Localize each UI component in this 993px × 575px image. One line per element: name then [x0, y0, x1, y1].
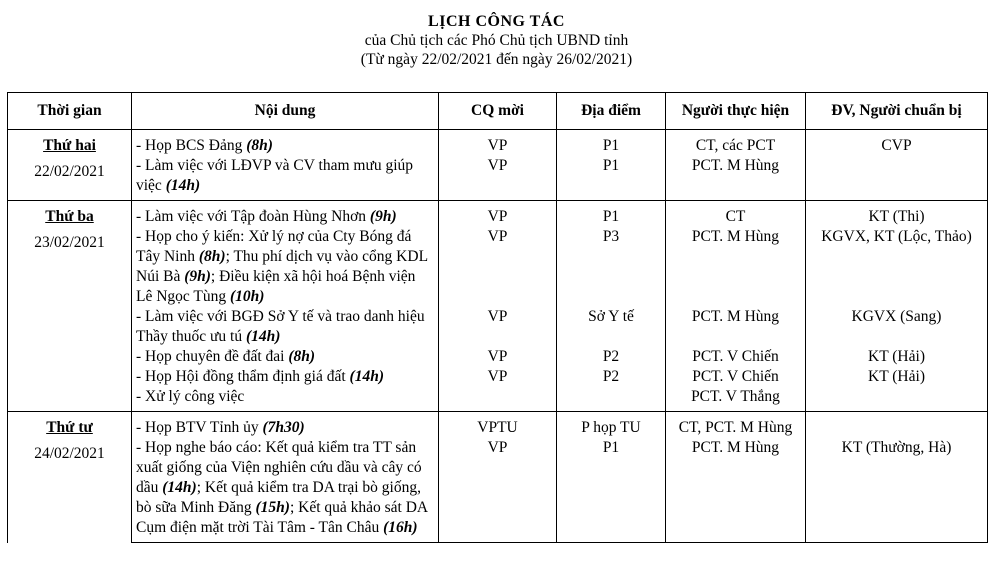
content-cell	[132, 227, 439, 307]
preparer-cell: KT (Hải)	[806, 367, 988, 387]
document-title: LỊCH CÔNG TÁC	[428, 13, 565, 30]
preparer-cell: KT (Hải)	[806, 347, 988, 367]
table-row	[8, 201, 988, 228]
schedule-table	[7, 92, 988, 543]
time-text: (14h)	[349, 368, 384, 385]
content-text: - Làm việc với BGĐ Sở Y tế và trao danh hiệu Thầy thuốc ưu tú	[136, 308, 425, 345]
content-text: - Làm việc với LĐVP và CV tham mưu giúp việc	[136, 157, 414, 194]
table-row	[8, 438, 988, 543]
content-text: ; Thu phí dịch vụ vào cổng KDL Núi Bà	[136, 248, 428, 285]
day-cell	[8, 201, 132, 412]
day-date: 23/02/2021	[34, 234, 105, 251]
inviter-cell: VP	[439, 201, 557, 228]
content-cell	[132, 412, 439, 439]
document-header	[0, 0, 993, 69]
content-text: ; Kết quả kiểm tra DA trại bò giống, bò sữa Minh Đăng	[136, 479, 421, 516]
time-text: (9h)	[369, 208, 397, 225]
preparer-cell	[806, 387, 988, 412]
content-cell	[132, 438, 439, 543]
content-text: - Làm việc với Tập đoàn Hùng Nhơn	[136, 208, 370, 225]
day-cell	[8, 130, 132, 201]
document-subtitle: của Chủ tịch các Phó Chủ tịch UBND tỉnh	[364, 32, 629, 49]
time-text: (14h)	[165, 177, 201, 194]
table-row	[8, 387, 988, 412]
time-text: (14h)	[162, 479, 197, 496]
content-cell	[132, 130, 439, 157]
day-name: Thứ tư	[46, 419, 93, 436]
table-row	[8, 156, 988, 201]
preparer-cell: CVP	[806, 130, 988, 157]
location-cell	[557, 387, 666, 412]
inviter-cell: VP	[439, 347, 557, 367]
preparer-cell: KT (Thi)	[806, 201, 988, 228]
location-cell: P1	[557, 156, 666, 201]
content-text: - Xử lý công việc	[136, 388, 245, 405]
table-row	[8, 412, 988, 439]
performer-cell: CT, PCT. M Hùng	[666, 412, 806, 439]
content-text: - Họp nghe báo cáo: Kết quả kiểm tra TT sản xuất giống của Viện nghiên cứu dầu và cây có dầu	[136, 439, 422, 496]
day-date: 24/02/2021	[34, 445, 105, 462]
content-cell	[132, 347, 439, 367]
performer-cell: CT	[666, 201, 806, 228]
table-row	[8, 307, 988, 347]
location-cell: P1	[557, 201, 666, 228]
location-cell: P3	[557, 227, 666, 307]
performer-cell: PCT. M Hùng	[666, 227, 806, 307]
performer-cell: PCT. M Hùng	[666, 156, 806, 201]
table-header-row	[8, 93, 988, 130]
inviter-cell	[439, 387, 557, 412]
time-text: (14h)	[246, 328, 281, 345]
inviter-cell: VP	[439, 307, 557, 347]
location-cell: P1	[557, 438, 666, 543]
time-text: (8h)	[288, 348, 316, 365]
inviter-cell: VP	[439, 156, 557, 201]
col-header-inviter: CQ mời	[439, 93, 557, 130]
content-cell	[132, 201, 439, 228]
content-cell	[132, 367, 439, 387]
performer-cell: PCT. M Hùng	[666, 438, 806, 543]
col-header-time: Thời gian	[8, 93, 132, 130]
time-text: (16h)	[383, 519, 418, 536]
content-text: - Họp Hội đồng thẩm định giá đất	[136, 368, 350, 385]
date-range: (Từ ngày 22/02/2021 đến ngày 26/02/2021)	[360, 51, 633, 68]
time-text: (8h)	[198, 248, 226, 265]
preparer-cell	[806, 156, 988, 201]
time-text: (7h30)	[262, 419, 305, 436]
day-name: Thứ ba	[45, 208, 94, 225]
location-cell: Sở Y tế	[557, 307, 666, 347]
inviter-cell: VP	[439, 227, 557, 307]
performer-cell: PCT. M Hùng	[666, 307, 806, 347]
col-header-content: Nội dung	[132, 93, 439, 130]
day-date: 22/02/2021	[34, 163, 105, 180]
content-text: - Họp BTV Tỉnh ủy	[136, 419, 263, 436]
table-row	[8, 367, 988, 387]
content-text: - Họp cho ý kiến: Xử lý nợ của Cty Bóng đá Tây Ninh	[136, 228, 412, 265]
table-row	[8, 347, 988, 367]
time-text: (9h)	[184, 268, 211, 285]
inviter-cell: VP	[439, 367, 557, 387]
location-cell: P1	[557, 130, 666, 157]
content-text: - Họp BCS Đảng	[136, 137, 247, 154]
performer-cell: PCT. V Thắng	[666, 387, 806, 412]
performer-cell: PCT. V Chiến	[666, 367, 806, 387]
preparer-cell	[806, 412, 988, 439]
content-cell	[132, 387, 439, 412]
content-text: - Họp chuyên đề đất đai	[136, 348, 289, 365]
performer-cell: CT, các PCT	[666, 130, 806, 157]
col-header-preparer: ĐV, Người chuẩn bị	[806, 93, 988, 130]
table-row	[8, 130, 988, 157]
time-text: (8h)	[246, 137, 273, 154]
location-cell: P2	[557, 347, 666, 367]
location-cell: P2	[557, 367, 666, 387]
content-cell	[132, 307, 439, 347]
time-text: (15h)	[255, 499, 290, 516]
inviter-cell: VP	[439, 438, 557, 543]
col-header-location: Địa điểm	[557, 93, 666, 130]
col-header-performer: Người thực hiện	[666, 93, 806, 130]
inviter-cell: VPTU	[439, 412, 557, 439]
table-row	[8, 227, 988, 307]
performer-cell: PCT. V Chiến	[666, 347, 806, 367]
preparer-cell: KGVX (Sang)	[806, 307, 988, 347]
preparer-cell: KT (Thường, Hà)	[806, 438, 988, 543]
preparer-cell: KGVX, KT (Lộc, Thảo)	[806, 227, 988, 307]
location-cell: P họp TU	[557, 412, 666, 439]
inviter-cell: VP	[439, 130, 557, 157]
time-text: (10h)	[229, 288, 265, 305]
day-cell	[8, 412, 132, 543]
content-text: ; Kết quả khảo sát DA Cụm điện mặt trời Tài Tâm - Tân Châu	[136, 499, 428, 536]
content-text: ; Điều kiện xã hội hoá Bệnh viện Lê Ngọc Tùng	[136, 268, 416, 305]
day-name: Thứ hai	[43, 137, 96, 154]
content-cell	[132, 156, 439, 201]
